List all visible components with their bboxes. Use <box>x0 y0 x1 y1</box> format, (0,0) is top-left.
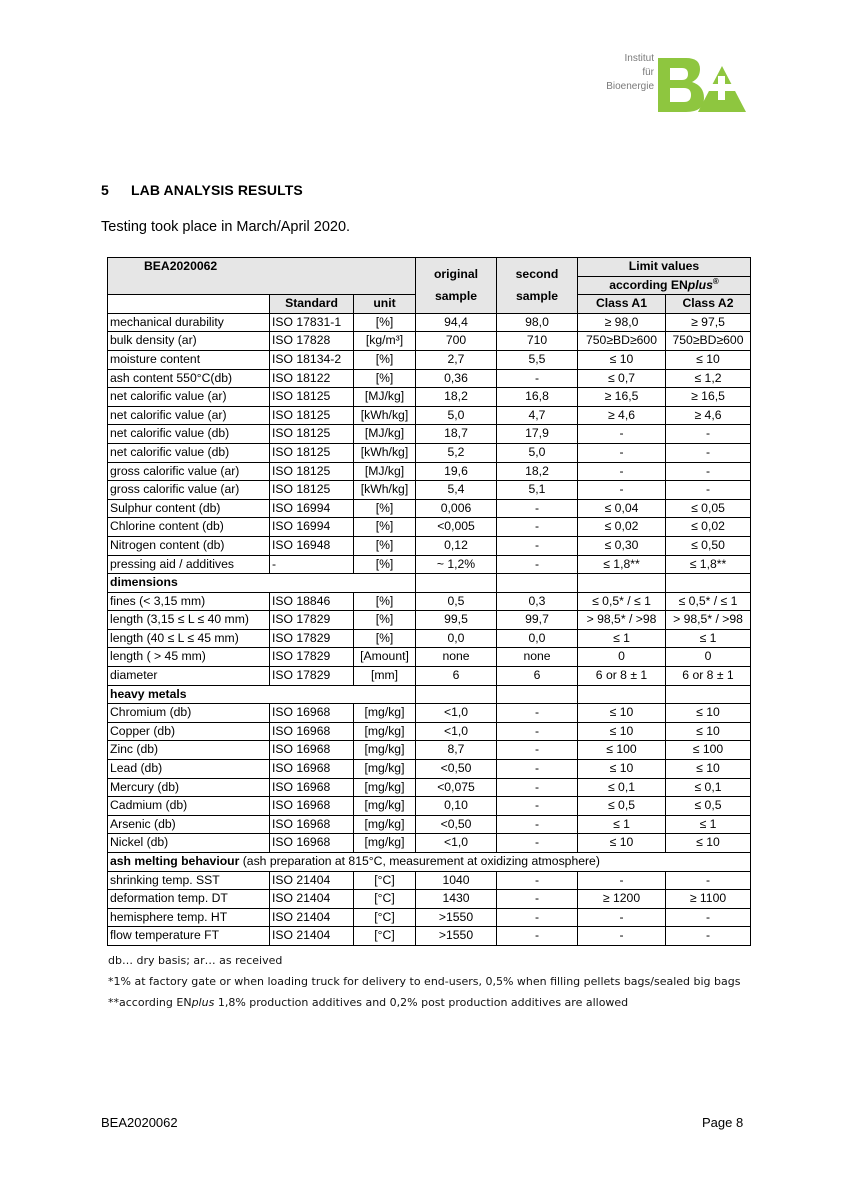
cell-class-a1: ≤ 0,30 <box>578 536 666 555</box>
cell-parameter: Arsenic (db) <box>108 815 270 834</box>
cell-original: 0,0 <box>416 629 497 648</box>
cell-parameter: bulk density (ar) <box>108 332 270 351</box>
empty-cell <box>497 685 578 704</box>
footnotes <box>108 950 740 1013</box>
cell-parameter: Zinc (db) <box>108 741 270 760</box>
table-row <box>108 555 751 574</box>
cell-original: 5,4 <box>416 481 497 500</box>
cell-parameter: Sulphur content (db) <box>108 499 270 518</box>
cell-standard: ISO 18125 <box>270 443 354 462</box>
cell-class-a1: ≤ 1 <box>578 629 666 648</box>
cell-unit: [mm] <box>354 667 416 686</box>
cell-parameter: Mercury (db) <box>108 778 270 797</box>
cell-standard: ISO 17828 <box>270 332 354 351</box>
cell-standard: ISO 16968 <box>270 778 354 797</box>
cell-second: - <box>497 555 578 574</box>
cell-class-a1: ≤ 10 <box>578 722 666 741</box>
table-row <box>108 536 751 555</box>
cell-class-a2: - <box>666 425 751 444</box>
cell-class-a2: > 98,5* / >98 <box>666 611 751 630</box>
cell-standard: ISO 18125 <box>270 481 354 500</box>
cell-class-a1: - <box>578 871 666 890</box>
section-heading <box>101 182 303 198</box>
cell-original: 0,36 <box>416 369 497 388</box>
cell-original: <1,0 <box>416 834 497 853</box>
cell-unit: [°C] <box>354 927 416 946</box>
table-row <box>108 741 751 760</box>
cell-class-a2: ≤ 10 <box>666 760 751 779</box>
cell-standard: ISO 16968 <box>270 760 354 779</box>
cell-second: 4,7 <box>497 406 578 425</box>
cell-standard: ISO 18125 <box>270 406 354 425</box>
cell-class-a2: 6 or 8 ± 1 <box>666 667 751 686</box>
cell-unit: [%] <box>354 592 416 611</box>
cell-unit: [%] <box>354 611 416 630</box>
cell-parameter: Copper (db) <box>108 722 270 741</box>
table-row <box>108 518 751 537</box>
cell-original: 8,7 <box>416 741 497 760</box>
cell-unit: [MJ/kg] <box>354 462 416 481</box>
cell-original: >1550 <box>416 927 497 946</box>
cell-second: - <box>497 778 578 797</box>
table-row <box>108 778 751 797</box>
cell-parameter: Lead (db) <box>108 760 270 779</box>
cell-parameter: length ( > 45 mm) <box>108 648 270 667</box>
cell-unit: [%] <box>354 518 416 537</box>
cell-standard: ISO 18122 <box>270 369 354 388</box>
footnote-2: **according ENplus 1,8% production additives and 0,2% post production additives are allowed <box>108 996 629 1009</box>
cell-unit: [mg/kg] <box>354 704 416 723</box>
cell-class-a2: - <box>666 462 751 481</box>
cell-original: 18,7 <box>416 425 497 444</box>
cell-class-a2: ≥ 1100 <box>666 890 751 909</box>
cell-original: <0,005 <box>416 518 497 537</box>
cell-class-a1: - <box>578 443 666 462</box>
table-row <box>108 462 751 481</box>
cell-standard: ISO 16994 <box>270 518 354 537</box>
cell-original: 5,0 <box>416 406 497 425</box>
cell-standard: ISO 17829 <box>270 648 354 667</box>
cell-class-a1: - <box>578 908 666 927</box>
cell-second: 710 <box>497 332 578 351</box>
cell-unit: [°C] <box>354 908 416 927</box>
cell-class-a2: - <box>666 908 751 927</box>
cell-unit: [mg/kg] <box>354 741 416 760</box>
cell-original: ~ 1,2% <box>416 555 497 574</box>
cell-class-a2: - <box>666 481 751 500</box>
cell-original: 99,5 <box>416 611 497 630</box>
cell-parameter: shrinking temp. SST <box>108 871 270 890</box>
cell-unit: [kWh/kg] <box>354 481 416 500</box>
cell-class-a2: ≤ 0,02 <box>666 518 751 537</box>
cell-class-a1: - <box>578 425 666 444</box>
cell-class-a1: ≤ 1 <box>578 815 666 834</box>
cell-class-a1: ≤ 0,7 <box>578 369 666 388</box>
footer-document-id: BEA2020062 <box>101 1115 178 1130</box>
cell-class-a1: > 98,5* / >98 <box>578 611 666 630</box>
table-row <box>108 350 751 369</box>
cell-unit: [mg/kg] <box>354 797 416 816</box>
empty-cell <box>578 685 666 704</box>
cell-standard: ISO 16968 <box>270 797 354 816</box>
cell-class-a2: ≤ 0,05 <box>666 499 751 518</box>
cell-class-a1: ≤ 10 <box>578 760 666 779</box>
cell-class-a2: - <box>666 871 751 890</box>
cell-standard: ISO 18125 <box>270 425 354 444</box>
empty-cell <box>416 574 497 593</box>
cell-second: none <box>497 648 578 667</box>
empty-cell <box>416 685 497 704</box>
cell-parameter: net calorific value (ar) <box>108 388 270 407</box>
according-enplus-header: according ENplus® <box>578 276 751 295</box>
table-row <box>108 481 751 500</box>
cell-unit: [mg/kg] <box>354 760 416 779</box>
cell-original: 1040 <box>416 871 497 890</box>
sample-id-header: BEA2020062 <box>108 258 416 295</box>
cell-class-a1: - <box>578 462 666 481</box>
section-note: (ash preparation at 815°C, measurement at oxidizing atmosphere) <box>239 854 600 868</box>
cell-second: 99,7 <box>497 611 578 630</box>
section-label: dimensions <box>108 574 416 593</box>
cell-unit: [%] <box>354 555 416 574</box>
cell-standard: ISO 16968 <box>270 722 354 741</box>
cell-second: 5,0 <box>497 443 578 462</box>
empty-cell <box>666 685 751 704</box>
cell-second: - <box>497 722 578 741</box>
cell-second: 17,9 <box>497 425 578 444</box>
cell-unit: [%] <box>354 629 416 648</box>
table-row <box>108 592 751 611</box>
cell-unit: [mg/kg] <box>354 815 416 834</box>
cell-original: <0,075 <box>416 778 497 797</box>
cell-second: - <box>497 704 578 723</box>
cell-second: - <box>497 871 578 890</box>
cell-parameter: Chromium (db) <box>108 704 270 723</box>
table-row <box>108 815 751 834</box>
cell-class-a1: ≥ 4,6 <box>578 406 666 425</box>
logo-text <box>596 52 654 94</box>
cell-class-a1: ≤ 0,5* / ≤ 1 <box>578 592 666 611</box>
cell-standard: ISO 16968 <box>270 741 354 760</box>
cell-original: <0,50 <box>416 815 497 834</box>
cell-standard: ISO 16968 <box>270 834 354 853</box>
cell-unit: [°C] <box>354 871 416 890</box>
cell-second: - <box>497 908 578 927</box>
section-row <box>108 853 751 872</box>
logo-line-2: für <box>642 67 654 78</box>
cell-class-a1: ≥ 1200 <box>578 890 666 909</box>
cell-class-a2: 750≥BD≥600 <box>666 332 751 351</box>
cell-second: - <box>497 741 578 760</box>
cell-standard: ISO 16968 <box>270 704 354 723</box>
cell-standard: ISO 18846 <box>270 592 354 611</box>
cell-parameter: pressing aid / additives <box>108 555 270 574</box>
standard-header: Standard <box>270 295 354 314</box>
cell-class-a2: 0 <box>666 648 751 667</box>
cell-second: - <box>497 536 578 555</box>
class-a1-header: Class A1 <box>578 295 666 314</box>
table-row <box>108 760 751 779</box>
cell-unit: [kWh/kg] <box>354 443 416 462</box>
logo-line-1: Institut <box>624 53 654 64</box>
cell-second: - <box>497 499 578 518</box>
cell-second: 18,2 <box>497 462 578 481</box>
cell-standard: - <box>270 555 354 574</box>
cell-parameter: fines (< 3,15 mm) <box>108 592 270 611</box>
cell-class-a2: ≤ 0,5* / ≤ 1 <box>666 592 751 611</box>
empty-cell <box>578 574 666 593</box>
cell-standard: ISO 21404 <box>270 871 354 890</box>
table-row <box>108 908 751 927</box>
cell-unit: [kg/m³] <box>354 332 416 351</box>
intro-text: Testing took place in March/April 2020. <box>101 219 351 235</box>
cell-standard: ISO 21404 <box>270 927 354 946</box>
cell-standard: ISO 17831-1 <box>270 313 354 332</box>
cell-class-a1: ≥ 98,0 <box>578 313 666 332</box>
cell-standard: ISO 17829 <box>270 667 354 686</box>
cell-standard: ISO 16948 <box>270 536 354 555</box>
cell-class-a1: 0 <box>578 648 666 667</box>
cell-parameter: hemisphere temp. HT <box>108 908 270 927</box>
cell-parameter: gross calorific value (ar) <box>108 462 270 481</box>
cell-class-a2: ≤ 10 <box>666 722 751 741</box>
section-title: LAB ANALYSIS RESULTS <box>131 182 303 198</box>
table-row <box>108 425 751 444</box>
cell-class-a1: ≤ 0,5 <box>578 797 666 816</box>
cell-class-a2: ≤ 1,2 <box>666 369 751 388</box>
cell-parameter: Chlorine content (db) <box>108 518 270 537</box>
cell-original: 0,006 <box>416 499 497 518</box>
cell-class-a1: ≤ 1,8** <box>578 555 666 574</box>
cell-class-a1: ≤ 10 <box>578 704 666 723</box>
cell-original: >1550 <box>416 908 497 927</box>
cell-original: <0,50 <box>416 760 497 779</box>
cell-class-a2: ≥ 4,6 <box>666 406 751 425</box>
cell-second: 5,1 <box>497 481 578 500</box>
cell-class-a1: ≤ 100 <box>578 741 666 760</box>
cell-class-a1: - <box>578 481 666 500</box>
cell-unit: [%] <box>354 499 416 518</box>
cell-parameter: length (40 ≤ L ≤ 45 mm) <box>108 629 270 648</box>
second-sample-header: second sample <box>497 258 578 314</box>
cell-class-a2: ≤ 0,1 <box>666 778 751 797</box>
cell-second: 6 <box>497 667 578 686</box>
cell-standard: ISO 21404 <box>270 890 354 909</box>
cell-second: 0,0 <box>497 629 578 648</box>
cell-class-a1: ≤ 10 <box>578 350 666 369</box>
cell-standard: ISO 16994 <box>270 499 354 518</box>
cell-parameter: net calorific value (ar) <box>108 406 270 425</box>
cell-class-a2: ≤ 0,50 <box>666 536 751 555</box>
cell-original: <1,0 <box>416 722 497 741</box>
section-label: heavy metals <box>108 685 416 704</box>
section-label-text: ash melting behaviour <box>110 854 240 868</box>
cell-class-a2: ≤ 10 <box>666 704 751 723</box>
section-row <box>108 685 751 704</box>
table-row <box>108 332 751 351</box>
cell-parameter: net calorific value (db) <box>108 425 270 444</box>
cell-unit: [mg/kg] <box>354 778 416 797</box>
unit-header: unit <box>354 295 416 314</box>
cell-class-a1: - <box>578 927 666 946</box>
cell-unit: [°C] <box>354 890 416 909</box>
cell-parameter: moisture content <box>108 350 270 369</box>
cell-second: - <box>497 834 578 853</box>
cell-original: none <box>416 648 497 667</box>
cell-standard: ISO 21404 <box>270 908 354 927</box>
abbreviation-note: db… dry basis; ar… as received <box>108 954 283 967</box>
cell-class-a2: ≤ 1 <box>666 629 751 648</box>
cell-unit: [MJ/kg] <box>354 425 416 444</box>
cell-original: 700 <box>416 332 497 351</box>
table-row <box>108 797 751 816</box>
cell-unit: [kWh/kg] <box>354 406 416 425</box>
cell-class-a2: ≤ 1 <box>666 815 751 834</box>
cell-second: - <box>497 890 578 909</box>
cell-unit: [%] <box>354 369 416 388</box>
cell-unit: [%] <box>354 313 416 332</box>
cell-standard: ISO 18125 <box>270 462 354 481</box>
cell-standard: ISO 16968 <box>270 815 354 834</box>
table-row <box>108 629 751 648</box>
cell-original: 0,12 <box>416 536 497 555</box>
table-row <box>108 704 751 723</box>
table-row <box>108 834 751 853</box>
cell-standard: ISO 18134-2 <box>270 350 354 369</box>
cell-second: 5,5 <box>497 350 578 369</box>
table-row <box>108 443 751 462</box>
cell-class-a2: ≤ 10 <box>666 834 751 853</box>
table-row <box>108 388 751 407</box>
cell-original: 0,5 <box>416 592 497 611</box>
cell-second: - <box>497 927 578 946</box>
cell-class-a1: ≤ 10 <box>578 834 666 853</box>
cell-parameter: deformation temp. DT <box>108 890 270 909</box>
cell-class-a2: - <box>666 443 751 462</box>
table-row <box>108 871 751 890</box>
cell-parameter: Cadmium (db) <box>108 797 270 816</box>
cell-parameter: Nitrogen content (db) <box>108 536 270 555</box>
cell-class-a1: ≤ 0,1 <box>578 778 666 797</box>
cell-second: - <box>497 518 578 537</box>
cell-parameter: net calorific value (db) <box>108 443 270 462</box>
cell-original: 18,2 <box>416 388 497 407</box>
section-label <box>108 853 751 872</box>
original-sample-header: original sample <box>416 258 497 314</box>
cell-original: <1,0 <box>416 704 497 723</box>
cell-second: - <box>497 760 578 779</box>
cell-standard: ISO 17829 <box>270 629 354 648</box>
limit-values-header: Limit values <box>578 258 751 277</box>
cell-parameter: ash content 550°C(db) <box>108 369 270 388</box>
bea-logo-mark-icon <box>656 56 748 114</box>
cell-class-a2: - <box>666 927 751 946</box>
cell-class-a1: ≤ 0,04 <box>578 499 666 518</box>
cell-unit: [mg/kg] <box>354 834 416 853</box>
cell-parameter: flow temperature FT <box>108 927 270 946</box>
cell-class-a1: 750≥BD≥600 <box>578 332 666 351</box>
table-row <box>108 927 751 946</box>
table-row <box>108 890 751 909</box>
cell-second: - <box>497 797 578 816</box>
cell-second: - <box>497 369 578 388</box>
table-row <box>108 722 751 741</box>
table-row <box>108 313 751 332</box>
institute-logo <box>596 52 748 114</box>
cell-unit: [MJ/kg] <box>354 388 416 407</box>
cell-unit: [Amount] <box>354 648 416 667</box>
cell-original: 2,7 <box>416 350 497 369</box>
cell-original: 5,2 <box>416 443 497 462</box>
cell-original: 19,6 <box>416 462 497 481</box>
empty-cell <box>497 574 578 593</box>
cell-class-a2: ≥ 16,5 <box>666 388 751 407</box>
cell-standard: ISO 17829 <box>270 611 354 630</box>
class-a2-header: Class A2 <box>666 295 751 314</box>
lab-results-table <box>107 257 751 946</box>
cell-standard: ISO 18125 <box>270 388 354 407</box>
cell-second: - <box>497 815 578 834</box>
cell-original: 0,10 <box>416 797 497 816</box>
cell-class-a2: ≤ 10 <box>666 350 751 369</box>
cell-class-a1: 6 or 8 ± 1 <box>578 667 666 686</box>
cell-second: 16,8 <box>497 388 578 407</box>
table-row <box>108 499 751 518</box>
table-row <box>108 648 751 667</box>
cell-unit: [%] <box>354 350 416 369</box>
section-number: 5 <box>101 182 109 198</box>
table-row <box>108 406 751 425</box>
cell-unit: [mg/kg] <box>354 722 416 741</box>
cell-original: 6 <box>416 667 497 686</box>
cell-parameter: length (3,15 ≤ L ≤ 40 mm) <box>108 611 270 630</box>
cell-parameter: Nickel (db) <box>108 834 270 853</box>
cell-class-a1: ≤ 0,02 <box>578 518 666 537</box>
logo-line-3: Bioenergie <box>606 81 654 92</box>
cell-second: 98,0 <box>497 313 578 332</box>
table-row <box>108 611 751 630</box>
table-row <box>108 369 751 388</box>
cell-class-a2: ≤ 1,8** <box>666 555 751 574</box>
table-row <box>108 667 751 686</box>
cell-parameter: gross calorific value (ar) <box>108 481 270 500</box>
cell-unit: [%] <box>354 536 416 555</box>
cell-parameter: mechanical durability <box>108 313 270 332</box>
cell-class-a2: ≤ 0,5 <box>666 797 751 816</box>
cell-original: 94,4 <box>416 313 497 332</box>
empty-cell <box>666 574 751 593</box>
cell-second: 0,3 <box>497 592 578 611</box>
cell-class-a2: ≤ 100 <box>666 741 751 760</box>
cell-original: 1430 <box>416 890 497 909</box>
footnote-1: *1% at factory gate or when loading truck for delivery to end-users, 0,5% when filling pellets bags/sealed big bags <box>108 975 741 988</box>
cell-class-a1: ≥ 16,5 <box>578 388 666 407</box>
section-row <box>108 574 751 593</box>
cell-class-a2: ≥ 97,5 <box>666 313 751 332</box>
results-body <box>108 313 751 945</box>
cell-parameter: diameter <box>108 667 270 686</box>
footer-page-number: Page 8 <box>702 1115 744 1130</box>
